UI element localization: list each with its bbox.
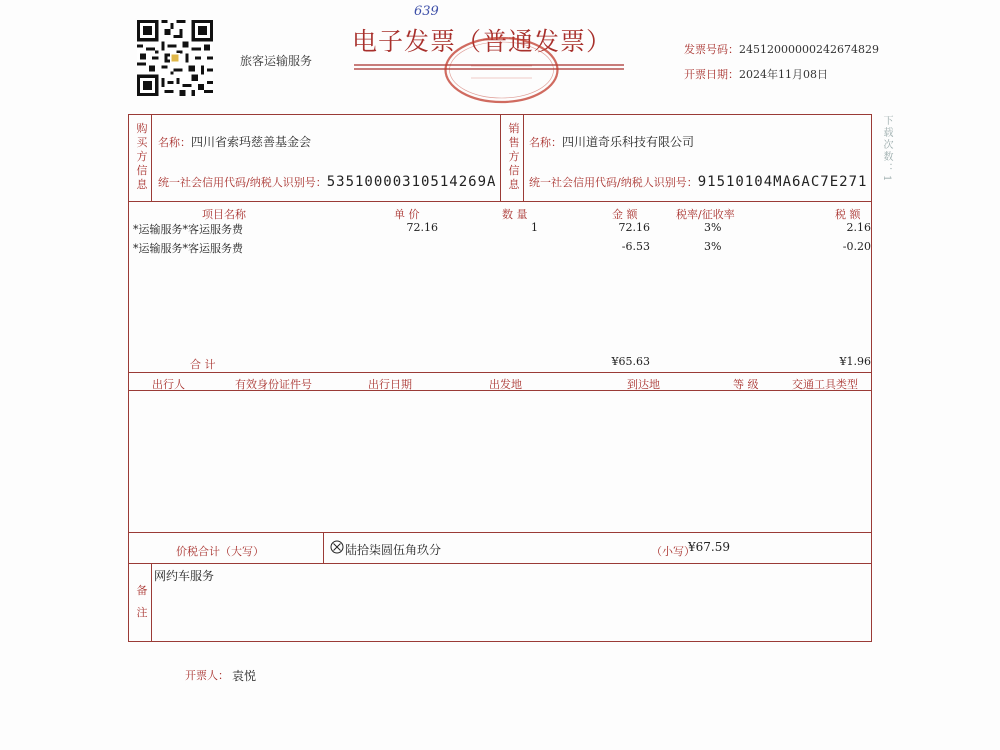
travel-header-passenger: 出行人 [152, 378, 185, 391]
col-header-rate: 税率/征收率 [676, 208, 735, 221]
buyer-name-row [158, 131, 311, 150]
amount-words-value: 陆拾柒圆伍角玖分 [345, 543, 442, 557]
col-header-qty: 数 量 [502, 208, 528, 221]
buyer-name: 四川省索玛慈善基金会 [191, 135, 312, 149]
col-header-price: 单 价 [394, 208, 420, 221]
item-row-2-tax: -0.20 [842, 240, 871, 253]
buyer-name-label: 名称： [158, 136, 191, 149]
divider-travel [128, 532, 872, 533]
col-header-tax: 税 额 [835, 208, 861, 221]
travel-header-departure: 出发地 [489, 378, 522, 391]
travel-header-class: 等 级 [733, 378, 759, 391]
total-tax: ¥1.96 [839, 355, 871, 368]
travel-header-arrival: 到达地 [627, 378, 660, 391]
item-row-2-rate: 3% [704, 240, 722, 253]
travel-header-date: 出行日期 [368, 378, 412, 391]
issuer-name: 袁悦 [232, 669, 257, 683]
travel-header-vehicle: 交通工具类型 [792, 378, 858, 391]
seller-section-label: 销售方信息 [508, 122, 520, 191]
item-row-1-name: *运输服务*客运服务费 [133, 223, 243, 236]
invoice-category: 旅客运输服务 [240, 54, 313, 68]
item-row-1-amount: 72.16 [618, 221, 650, 234]
qr-code [137, 20, 213, 96]
seller-tax-row [529, 171, 867, 190]
x-circle-icon [330, 540, 344, 554]
remarks-label: 备注 [136, 584, 148, 619]
handwritten-note: 639 [414, 4, 439, 19]
buyer-section-label: 购买方信息 [136, 122, 148, 191]
divider-amount-middle [323, 532, 324, 563]
total-label: 合 计 [190, 358, 216, 371]
invoice-date-label: 开票日期： [684, 68, 739, 81]
seller-tax-id: 91510104MA6AC7E271 [697, 174, 868, 190]
divider-parties [128, 201, 872, 202]
seller-name: 四川道奇乐科技有限公司 [562, 135, 695, 149]
invoice-title: 电子发票（普通发票） [352, 27, 613, 56]
amount-figures-label: （小写） [651, 545, 695, 558]
col-header-amount: 金 额 [612, 208, 638, 221]
divider-parties-middle [500, 114, 501, 201]
seller-name-label: 名称： [529, 136, 562, 149]
download-count-note: 下载次数：1 [881, 115, 892, 184]
divider-remarks-label [151, 563, 152, 642]
buyer-tax-label: 统一社会信用代码/纳税人识别号： [158, 176, 327, 189]
item-row-2-name: *运输服务*客运服务费 [133, 242, 243, 255]
buyer-tax-row [158, 171, 496, 190]
official-stamp-icon [443, 35, 560, 105]
buyer-tax-id: 53510000310514269A [326, 174, 497, 190]
item-row-1-tax: 2.16 [846, 221, 871, 234]
travel-header-id: 有效身份证件号 [235, 378, 312, 391]
issuer-label: 开票人： [185, 669, 229, 682]
invoice-date-row [684, 66, 828, 82]
invoice-date: 2024年11月08日 [739, 68, 828, 81]
invoice-number-row [684, 41, 879, 57]
item-row-2-amount: -6.53 [621, 240, 650, 253]
divider-buyer-label [151, 114, 152, 201]
seller-name-row [529, 131, 694, 150]
amount-words-label: 价税合计（大写） [176, 545, 264, 558]
total-amount: ¥65.63 [611, 355, 650, 368]
divider-items [128, 372, 872, 373]
item-row-1-qty: 1 [531, 221, 538, 234]
amount-figures-value: ¥67.59 [688, 540, 730, 554]
seller-tax-label: 统一社会信用代码/纳税人识别号： [529, 176, 698, 189]
remarks-text: 网约车服务 [154, 569, 215, 583]
item-row-1-price: 72.16 [406, 221, 438, 234]
invoice-number-label: 发票号码： [684, 43, 739, 56]
col-header-item-name: 项目名称 [202, 208, 246, 221]
item-row-1-rate: 3% [704, 221, 722, 234]
divider-seller-label [523, 114, 524, 201]
invoice-number: 24512000000242674829 [739, 43, 879, 56]
divider-amount [128, 563, 872, 564]
